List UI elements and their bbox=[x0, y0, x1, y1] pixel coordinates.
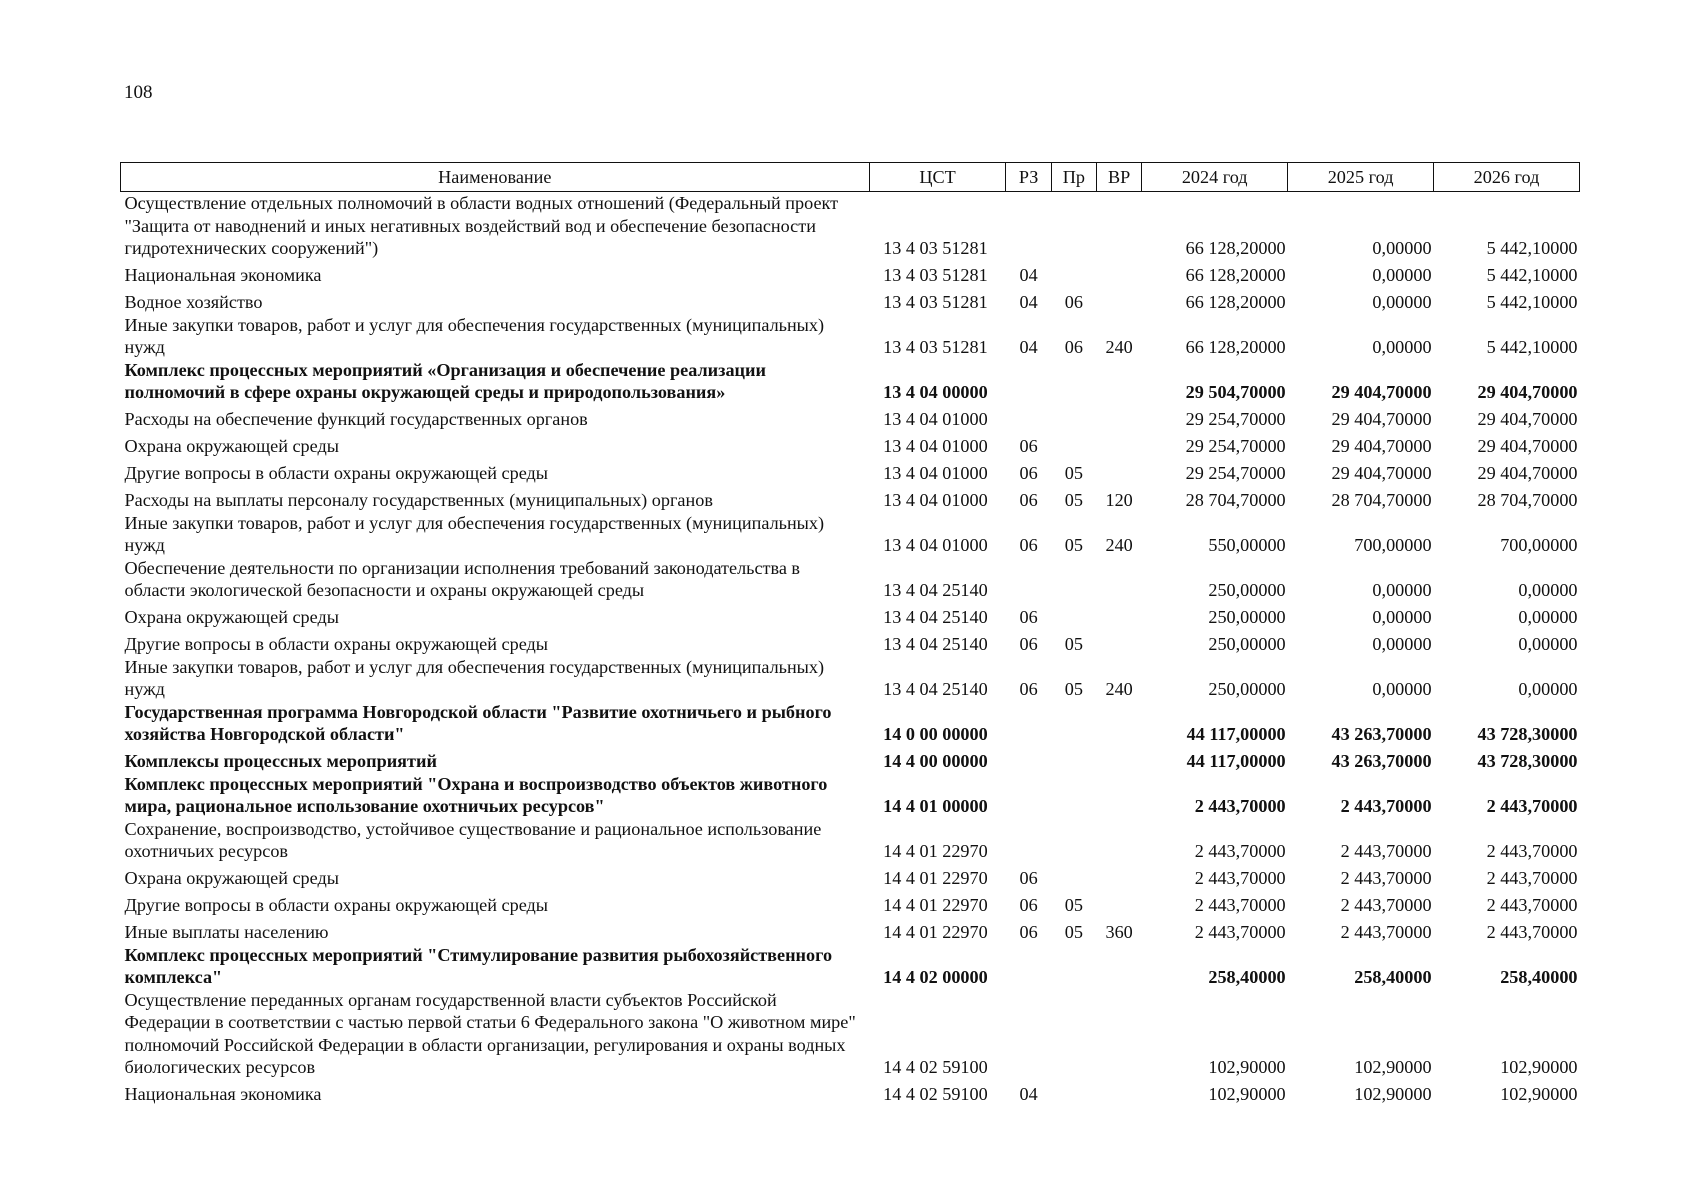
row-2026: 2 443,70000 bbox=[1486, 922, 1578, 942]
row-name: Комплекс процессных мероприятий "Охрана и воспроизводство объектов животного мира, рациональное использование охотничьих ресурсов" bbox=[124, 773, 828, 816]
row-2026: 5 442,10000 bbox=[1486, 292, 1578, 312]
row-2024: 250,00000 bbox=[1208, 580, 1286, 600]
row-2026: 258,40000 bbox=[1500, 967, 1578, 987]
table-header bbox=[121, 163, 1580, 192]
table-row bbox=[121, 629, 1580, 656]
row-pr bbox=[1051, 1079, 1096, 1106]
row-pr: 06 bbox=[1064, 292, 1083, 312]
row-pr: 05 bbox=[1064, 634, 1083, 654]
row-2025: 0,00000 bbox=[1372, 238, 1432, 258]
row-2024: 250,00000 bbox=[1208, 679, 1286, 699]
row-pr bbox=[1051, 773, 1096, 818]
table-row bbox=[121, 557, 1580, 602]
row-rz: 06 bbox=[1019, 868, 1038, 888]
row-name: Иные закупки товаров, работ и услуг для обеспечения государственных (муниципальных) нужд bbox=[124, 656, 825, 699]
row-2026: 0,00000 bbox=[1518, 580, 1578, 600]
row-name: Иные закупки товаров, работ и услуг для обеспечения государственных (муниципальных) нужд bbox=[124, 314, 825, 357]
row-2025: 700,00000 bbox=[1354, 535, 1432, 555]
row-vr bbox=[1096, 602, 1141, 629]
row-2025: 2 443,70000 bbox=[1340, 895, 1432, 915]
row-pr bbox=[1051, 701, 1096, 746]
row-2025: 0,00000 bbox=[1372, 265, 1432, 285]
row-vr bbox=[1096, 192, 1141, 260]
row-vr bbox=[1096, 818, 1141, 863]
row-cst: 13 4 03 51281 bbox=[883, 265, 988, 285]
row-2025: 29 404,70000 bbox=[1331, 409, 1432, 429]
row-2024: 44 117,00000 bbox=[1186, 751, 1286, 771]
row-cst: 14 4 02 59100 bbox=[883, 1084, 988, 1104]
row-name: Иные выплаты населению bbox=[124, 922, 329, 942]
row-vr bbox=[1096, 773, 1141, 818]
row-2026: 43 728,30000 bbox=[1477, 724, 1578, 744]
table-row bbox=[121, 701, 1580, 746]
row-rz: 06 bbox=[1019, 490, 1038, 510]
row-name: Осуществление отдельных полномочий в области водных отношений (Федеральный проект "Защита от наводнений и иных негативных воздействий вод и обеспечение безопасности гидротехнических сооружений") bbox=[124, 193, 839, 258]
row-2025: 2 443,70000 bbox=[1340, 841, 1432, 861]
row-rz: 06 bbox=[1019, 679, 1038, 699]
row-name: Комплекс процессных мероприятий «Организация и обеспечение реализации полномочий в сфере охраны окружающей среды и природопользования» bbox=[124, 359, 766, 402]
row-name: Национальная экономика bbox=[124, 1084, 322, 1104]
row-2026: 700,00000 bbox=[1500, 535, 1578, 555]
row-name: Сохранение, воспроизводство, устойчивое существование и рациональное использование охотничьих ресурсов bbox=[124, 818, 822, 861]
row-vr bbox=[1096, 1079, 1141, 1106]
row-2026: 29 404,70000 bbox=[1477, 463, 1578, 483]
row-name: Другие вопросы в области охраны окружающей среды bbox=[124, 895, 549, 915]
table-row bbox=[121, 431, 1580, 458]
row-2025: 0,00000 bbox=[1372, 292, 1432, 312]
row-name: Комплексы процессных мероприятий bbox=[124, 751, 437, 771]
row-vr: 120 bbox=[1105, 490, 1133, 510]
row-2026: 29 404,70000 bbox=[1477, 409, 1578, 429]
table-row bbox=[121, 818, 1580, 863]
row-rz: 04 bbox=[1019, 292, 1038, 312]
row-rz bbox=[1006, 557, 1051, 602]
row-vr bbox=[1096, 431, 1141, 458]
row-rz bbox=[1006, 192, 1051, 260]
row-pr bbox=[1051, 404, 1096, 431]
row-2024: 28 704,70000 bbox=[1185, 490, 1286, 510]
row-2025: 29 404,70000 bbox=[1331, 382, 1432, 402]
row-name: Охрана окружающей среды bbox=[124, 607, 339, 627]
row-vr bbox=[1096, 458, 1141, 485]
row-pr bbox=[1051, 602, 1096, 629]
row-2025: 29 404,70000 bbox=[1331, 463, 1432, 483]
row-cst: 13 4 04 25140 bbox=[883, 679, 988, 699]
row-rz: 06 bbox=[1019, 463, 1038, 483]
row-name: Расходы на обеспечение функций государственных органов bbox=[124, 409, 588, 429]
row-2026: 102,90000 bbox=[1500, 1084, 1578, 1104]
row-2026: 0,00000 bbox=[1518, 679, 1578, 699]
row-pr bbox=[1051, 944, 1096, 989]
row-cst: 14 4 02 59100 bbox=[883, 1057, 988, 1077]
header-2025: 2025 год bbox=[1288, 163, 1434, 192]
row-pr bbox=[1051, 359, 1096, 404]
row-2026: 0,00000 bbox=[1518, 607, 1578, 627]
row-2026: 5 442,10000 bbox=[1486, 238, 1578, 258]
row-2024: 550,00000 bbox=[1208, 535, 1286, 555]
row-cst: 13 4 03 51281 bbox=[883, 337, 988, 357]
table-row bbox=[121, 773, 1580, 818]
row-vr bbox=[1096, 944, 1141, 989]
row-vr bbox=[1096, 629, 1141, 656]
table-row bbox=[121, 458, 1580, 485]
row-cst: 14 4 00 00000 bbox=[883, 751, 988, 771]
row-vr bbox=[1096, 989, 1141, 1079]
row-2026: 0,00000 bbox=[1518, 634, 1578, 654]
row-pr: 05 bbox=[1064, 895, 1083, 915]
table-row bbox=[121, 746, 1580, 773]
row-vr bbox=[1096, 359, 1141, 404]
table-row bbox=[121, 863, 1580, 890]
row-cst: 13 4 04 01000 bbox=[883, 409, 988, 429]
header-name: Наименование bbox=[121, 163, 870, 192]
row-2024: 29 254,70000 bbox=[1185, 436, 1286, 456]
row-name: Осуществление переданных органам государственной власти субъектов Российской Федерации в соответствии с частью первой статьи 6 Федерального закона "О животном мире" полномочий Российской Федерации в области организации, регулирования и охраны водных биологических ресурсов bbox=[124, 989, 856, 1077]
row-2025: 2 443,70000 bbox=[1340, 868, 1432, 888]
table-row bbox=[121, 989, 1580, 1079]
row-rz bbox=[1006, 404, 1051, 431]
row-pr: 06 bbox=[1064, 337, 1083, 357]
row-pr bbox=[1051, 863, 1096, 890]
table-row bbox=[121, 656, 1580, 701]
row-2024: 66 128,20000 bbox=[1185, 238, 1286, 258]
row-pr: 05 bbox=[1064, 463, 1083, 483]
row-2026: 2 443,70000 bbox=[1486, 868, 1578, 888]
header-cst: ЦСТ bbox=[869, 163, 1006, 192]
row-vr: 360 bbox=[1105, 922, 1133, 942]
row-2026: 5 442,10000 bbox=[1486, 337, 1578, 357]
table-row bbox=[121, 944, 1580, 989]
budget-table bbox=[120, 162, 1580, 1106]
row-2025: 0,00000 bbox=[1372, 679, 1432, 699]
row-cst: 13 4 04 25140 bbox=[883, 634, 988, 654]
row-rz bbox=[1006, 701, 1051, 746]
row-rz bbox=[1006, 359, 1051, 404]
row-vr: 240 bbox=[1105, 535, 1133, 555]
header-pr: Пр bbox=[1051, 163, 1096, 192]
row-2026: 2 443,70000 bbox=[1486, 895, 1578, 915]
row-vr: 240 bbox=[1105, 679, 1133, 699]
row-name: Другие вопросы в области охраны окружающей среды bbox=[124, 463, 549, 483]
row-cst: 13 4 04 25140 bbox=[883, 607, 988, 627]
row-rz: 06 bbox=[1019, 436, 1038, 456]
row-rz: 06 bbox=[1019, 634, 1038, 654]
row-rz: 06 bbox=[1019, 895, 1038, 915]
row-cst: 14 4 01 22970 bbox=[883, 895, 988, 915]
row-rz: 06 bbox=[1019, 535, 1038, 555]
row-2026: 29 404,70000 bbox=[1477, 436, 1578, 456]
row-rz: 04 bbox=[1019, 337, 1038, 357]
row-2026: 28 704,70000 bbox=[1477, 490, 1578, 510]
row-name: Охрана окружающей среды bbox=[124, 868, 339, 888]
row-rz: 06 bbox=[1019, 922, 1038, 942]
table-row bbox=[121, 359, 1580, 404]
row-2024: 2 443,70000 bbox=[1194, 895, 1286, 915]
row-name: Национальная экономика bbox=[124, 265, 322, 285]
table-row bbox=[121, 602, 1580, 629]
row-pr: 05 bbox=[1064, 490, 1083, 510]
row-vr bbox=[1096, 746, 1141, 773]
row-2025: 102,90000 bbox=[1354, 1084, 1432, 1104]
row-2025: 0,00000 bbox=[1372, 580, 1432, 600]
row-name: Обеспечение деятельности по организации исполнения требований законодательства в области экологической безопасности и охраны окружающей среды bbox=[124, 557, 801, 600]
row-cst: 13 4 04 01000 bbox=[883, 436, 988, 456]
row-2025: 28 704,70000 bbox=[1331, 490, 1432, 510]
row-cst: 13 4 04 01000 bbox=[883, 490, 988, 510]
row-rz: 04 bbox=[1019, 1084, 1038, 1104]
row-2026: 2 443,70000 bbox=[1486, 796, 1578, 816]
row-name: Государственная программа Новгородской области "Развитие охотничьего и рыбного хозяйства Новгородской области" bbox=[124, 701, 832, 744]
table-row bbox=[121, 917, 1580, 944]
header-rz: РЗ bbox=[1006, 163, 1051, 192]
row-cst: 13 4 03 51281 bbox=[883, 292, 988, 312]
row-2024: 2 443,70000 bbox=[1194, 868, 1286, 888]
table-row bbox=[121, 404, 1580, 431]
row-rz: 04 bbox=[1019, 265, 1038, 285]
row-cst: 13 4 04 00000 bbox=[883, 382, 988, 402]
row-vr bbox=[1096, 701, 1141, 746]
header-2024: 2024 год bbox=[1142, 163, 1288, 192]
row-2024: 66 128,20000 bbox=[1185, 337, 1286, 357]
row-2025: 0,00000 bbox=[1372, 337, 1432, 357]
row-pr bbox=[1051, 192, 1096, 260]
row-2026: 43 728,30000 bbox=[1477, 751, 1578, 771]
row-2025: 43 263,70000 bbox=[1331, 724, 1432, 744]
row-2025: 258,40000 bbox=[1354, 967, 1432, 987]
row-rz bbox=[1006, 989, 1051, 1079]
header-vr: ВР bbox=[1096, 163, 1141, 192]
row-name: Расходы на выплаты персоналу государственных (муниципальных) органов bbox=[124, 490, 713, 510]
table-row bbox=[121, 192, 1580, 260]
table-body bbox=[121, 192, 1580, 1106]
row-2024: 102,90000 bbox=[1208, 1084, 1286, 1104]
row-2026: 102,90000 bbox=[1500, 1057, 1578, 1077]
table-row bbox=[121, 314, 1580, 359]
row-pr bbox=[1051, 746, 1096, 773]
row-name: Другие вопросы в области охраны окружающей среды bbox=[124, 634, 549, 654]
row-2026: 2 443,70000 bbox=[1486, 841, 1578, 861]
table-row bbox=[121, 512, 1580, 557]
row-vr: 240 bbox=[1105, 337, 1133, 357]
row-cst: 13 4 04 01000 bbox=[883, 535, 988, 555]
row-name: Охрана окружающей среды bbox=[124, 436, 339, 456]
row-pr: 05 bbox=[1064, 535, 1083, 555]
row-2025: 2 443,70000 bbox=[1340, 922, 1432, 942]
row-name: Комплекс процессных мероприятий "Стимулирование развития рыбохозяйственного комплекса" bbox=[124, 944, 833, 987]
row-cst: 14 4 01 22970 bbox=[883, 868, 988, 888]
row-2025: 29 404,70000 bbox=[1331, 436, 1432, 456]
row-2024: 258,40000 bbox=[1208, 967, 1286, 987]
row-2025: 2 443,70000 bbox=[1340, 796, 1432, 816]
row-2024: 29 254,70000 bbox=[1185, 463, 1286, 483]
row-pr bbox=[1051, 557, 1096, 602]
row-cst: 14 0 00 00000 bbox=[883, 724, 988, 744]
row-name: Иные закупки товаров, работ и услуг для обеспечения государственных (муниципальных) нужд bbox=[124, 512, 825, 555]
row-cst: 14 4 02 00000 bbox=[883, 967, 988, 987]
row-vr bbox=[1096, 890, 1141, 917]
table-row bbox=[121, 287, 1580, 314]
row-2024: 2 443,70000 bbox=[1194, 841, 1286, 861]
row-pr bbox=[1051, 260, 1096, 287]
row-2024: 2 443,70000 bbox=[1194, 796, 1286, 816]
table-row bbox=[121, 890, 1580, 917]
row-2024: 66 128,20000 bbox=[1185, 292, 1286, 312]
row-pr bbox=[1051, 818, 1096, 863]
row-name: Водное хозяйство bbox=[124, 292, 263, 312]
page-number: 108 bbox=[124, 82, 153, 103]
row-cst: 14 4 01 22970 bbox=[883, 841, 988, 861]
row-cst: 14 4 01 22970 bbox=[883, 922, 988, 942]
table-row bbox=[121, 485, 1580, 512]
row-2025: 43 263,70000 bbox=[1331, 751, 1432, 771]
row-2024: 29 254,70000 bbox=[1185, 409, 1286, 429]
row-2025: 102,90000 bbox=[1354, 1057, 1432, 1077]
row-2025: 0,00000 bbox=[1372, 607, 1432, 627]
row-rz: 06 bbox=[1019, 607, 1038, 627]
row-2025: 0,00000 bbox=[1372, 634, 1432, 654]
row-pr bbox=[1051, 989, 1096, 1079]
row-cst: 13 4 04 25140 bbox=[883, 580, 988, 600]
row-pr bbox=[1051, 431, 1096, 458]
row-2026: 5 442,10000 bbox=[1486, 265, 1578, 285]
row-rz bbox=[1006, 773, 1051, 818]
row-pr: 05 bbox=[1064, 922, 1083, 942]
row-vr bbox=[1096, 557, 1141, 602]
row-cst: 14 4 01 00000 bbox=[883, 796, 988, 816]
row-cst: 13 4 04 01000 bbox=[883, 463, 988, 483]
row-cst: 13 4 03 51281 bbox=[883, 238, 988, 258]
table-row bbox=[121, 1079, 1580, 1106]
row-2024: 44 117,00000 bbox=[1186, 724, 1286, 744]
row-2024: 66 128,20000 bbox=[1185, 265, 1286, 285]
row-vr bbox=[1096, 260, 1141, 287]
row-2026: 29 404,70000 bbox=[1477, 382, 1578, 402]
row-pr: 05 bbox=[1064, 679, 1083, 699]
row-vr bbox=[1096, 287, 1141, 314]
row-rz bbox=[1006, 746, 1051, 773]
row-vr bbox=[1096, 404, 1141, 431]
row-2024: 2 443,70000 bbox=[1194, 922, 1286, 942]
row-2024: 250,00000 bbox=[1208, 607, 1286, 627]
row-rz bbox=[1006, 944, 1051, 989]
row-2024: 102,90000 bbox=[1208, 1057, 1286, 1077]
row-2024: 250,00000 bbox=[1208, 634, 1286, 654]
header-2026: 2026 год bbox=[1434, 163, 1580, 192]
table-row bbox=[121, 260, 1580, 287]
row-vr bbox=[1096, 863, 1141, 890]
row-2024: 29 504,70000 bbox=[1185, 382, 1286, 402]
row-rz bbox=[1006, 818, 1051, 863]
